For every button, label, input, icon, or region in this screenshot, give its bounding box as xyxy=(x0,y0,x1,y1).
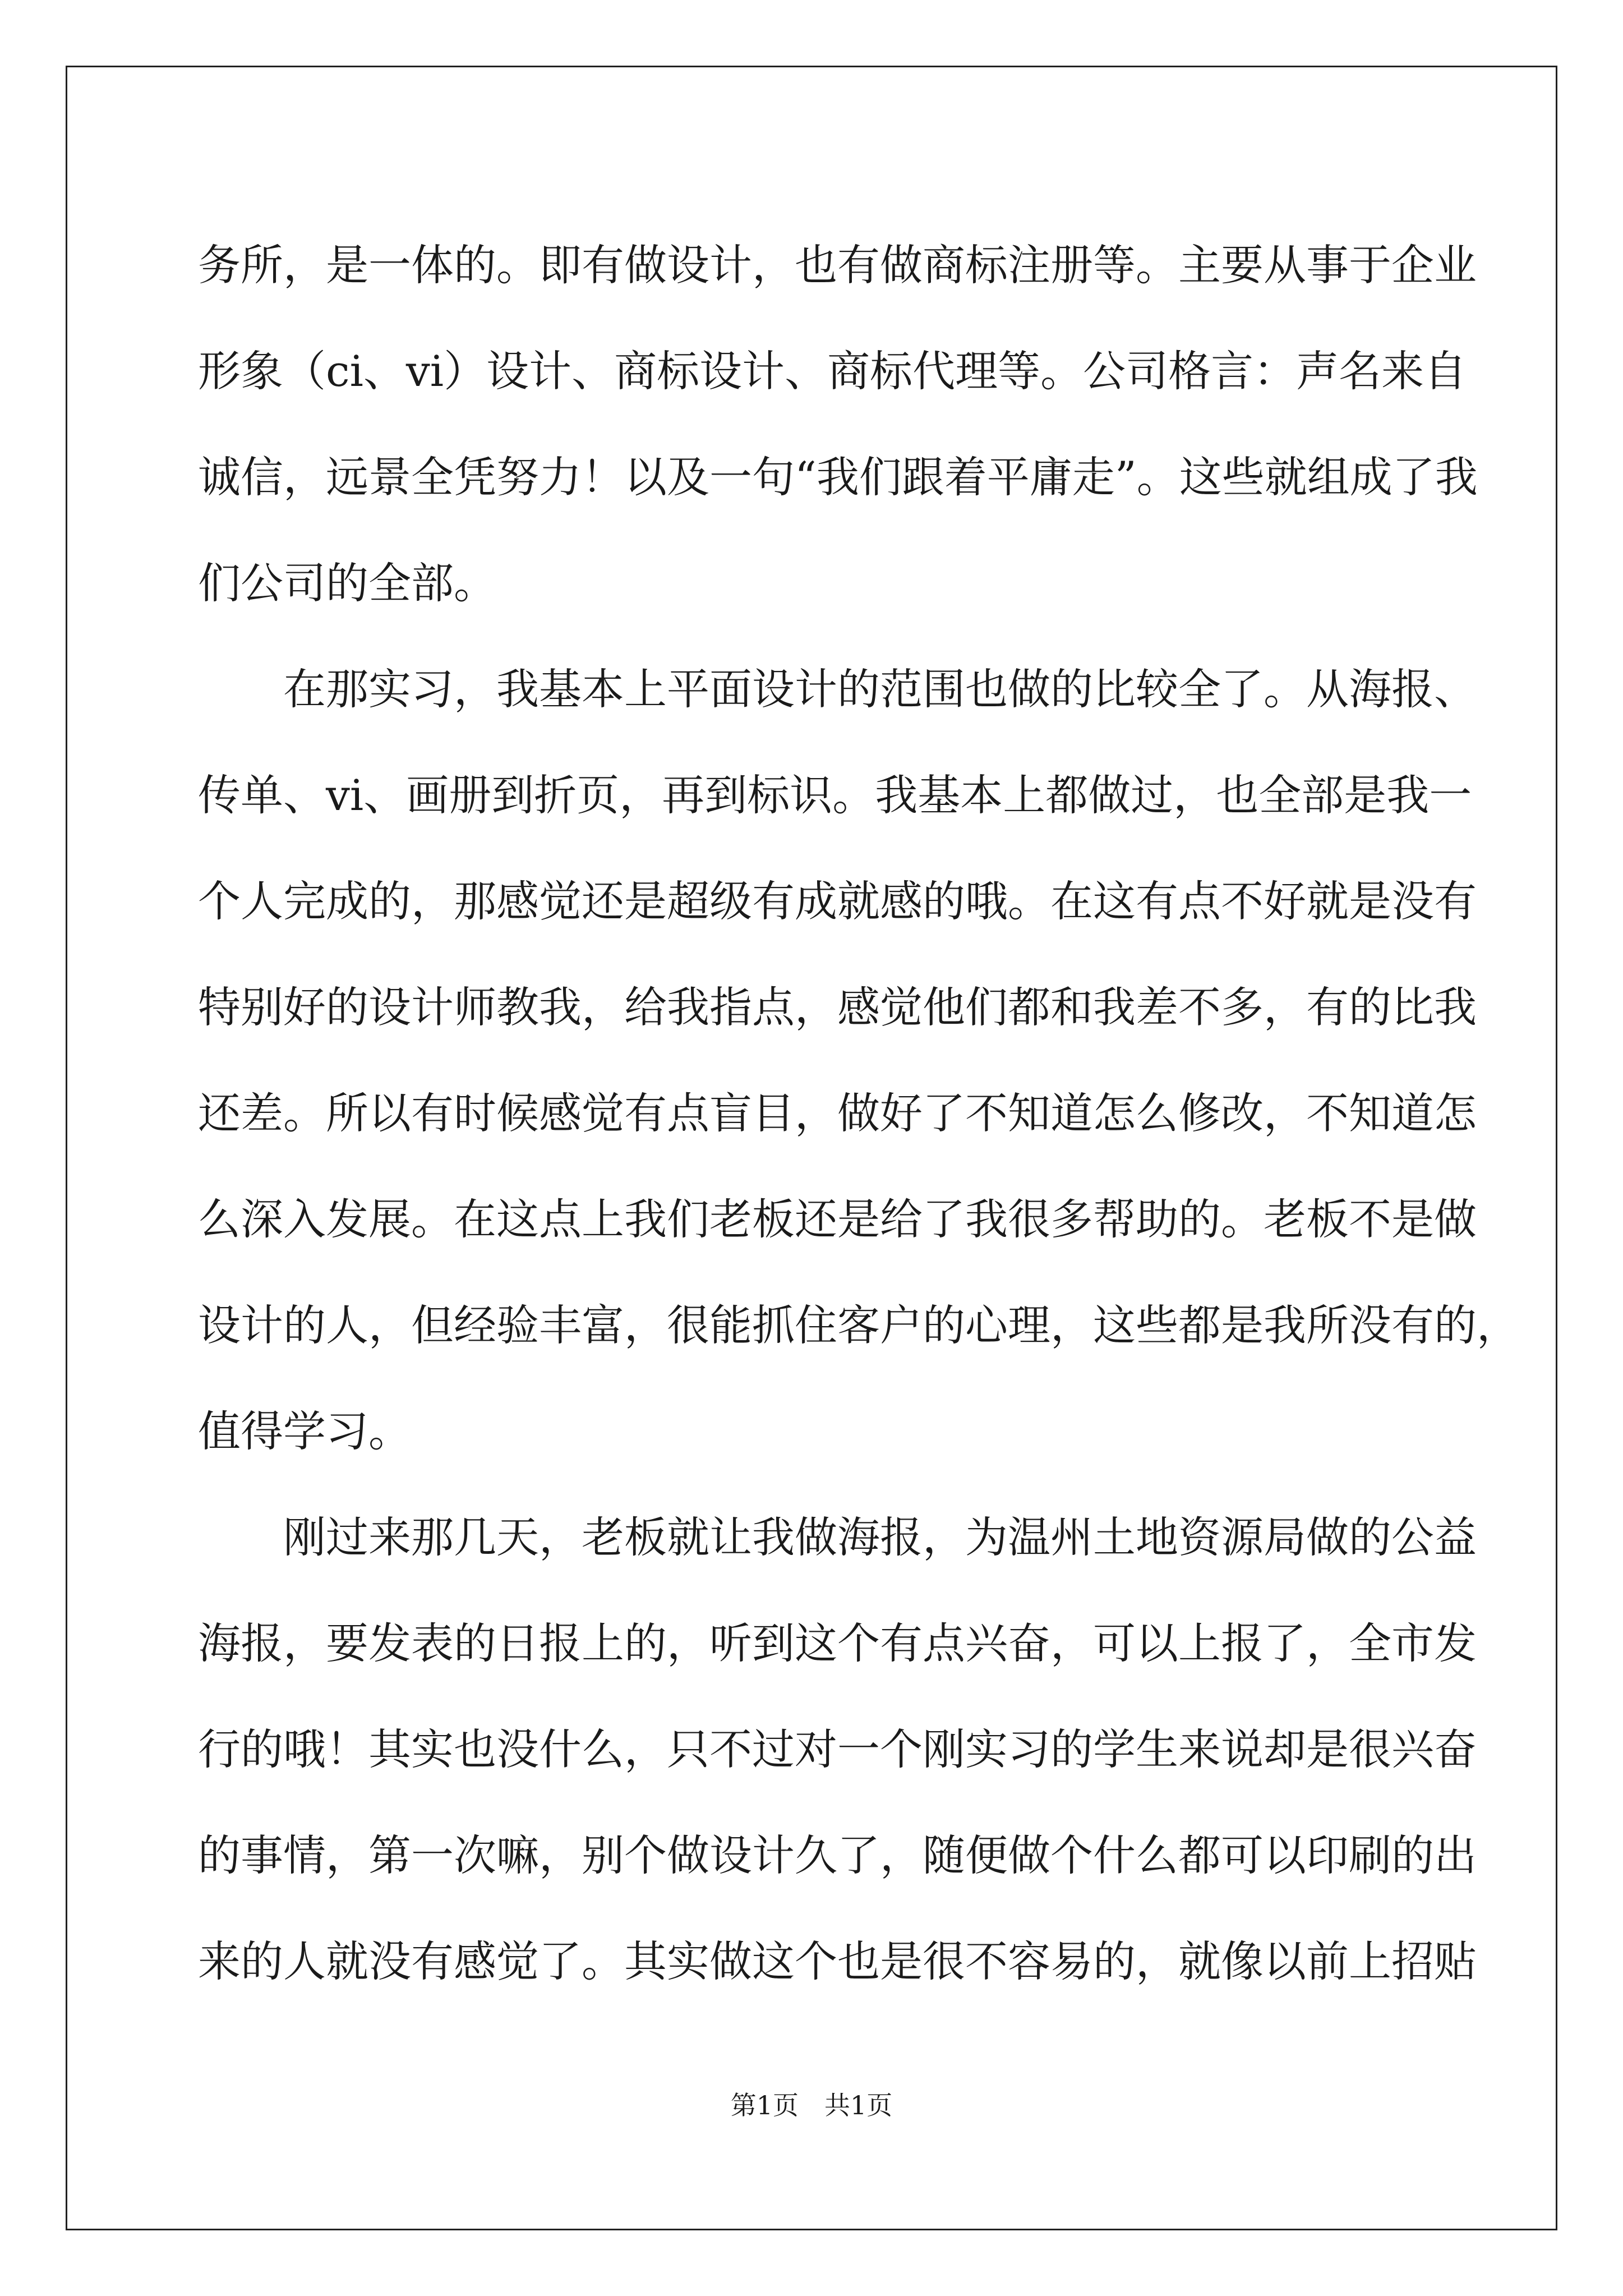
text-line: 么深入发展。在这点上我们老板还是给了我很多帮助的。老板不是做 xyxy=(198,1194,1477,1244)
text-line: 传单、vi、画册到折页，再到标识。我基本上都做过，也全部是我一 xyxy=(198,770,1472,820)
text-line: 值得学习。 xyxy=(198,1406,411,1456)
text-line: 们公司的全部。 xyxy=(198,558,496,608)
text-line: 来的人就没有感觉了。其实做这个也是很不容易的，就像以前上招贴 xyxy=(198,1936,1477,1986)
text-line: 在那实习，我基本上平面设计的范围也做的比较全了。从海报、 xyxy=(283,664,1477,714)
text-line: 务所，是一体的。即有做设计，也有做商标注册等。主要从事于企业 xyxy=(198,240,1477,290)
text-line: 还差。所以有时候感觉有点盲目，做好了不知道怎么修改，不知道怎 xyxy=(198,1088,1477,1138)
text-line: 形象（ci、vi）设计、商标设计、商标代理等。公司格言：声名来自 xyxy=(198,346,1467,396)
page-footer: 第1页 共1页 xyxy=(730,2090,893,2120)
text-line: 行的哦！其实也没什么，只不过对一个刚实习的学生来说却是很兴奋 xyxy=(198,1724,1477,1774)
document-body xyxy=(198,212,1519,2014)
text-line: 的事情，第一次嘛，别个做设计久了，随便做个什么都可以印刷的出 xyxy=(198,1830,1477,1880)
text-line: 特别好的设计师教我，给我指点，感觉他们都和我差不多，有的比我 xyxy=(198,982,1477,1032)
text-line: 刚过来那几天，老板就让我做海报，为温州土地资源局做的公益 xyxy=(283,1512,1477,1562)
text-line: 诚信，远景全凭努力！以及一句“我们跟着平庸走”。这些就组成了我 xyxy=(198,452,1478,502)
text-line: 个人完成的，那感觉还是超级有成就感的哦。在这有点不好就是没有 xyxy=(198,876,1477,926)
text-line: 海报，要发表的日报上的，听到这个有点兴奋，可以上报了，全市发 xyxy=(198,1618,1477,1668)
text-line: 设计的人，但经验丰富，很能抓住客户的心理，这些都是我所没有的， xyxy=(198,1300,1519,1350)
